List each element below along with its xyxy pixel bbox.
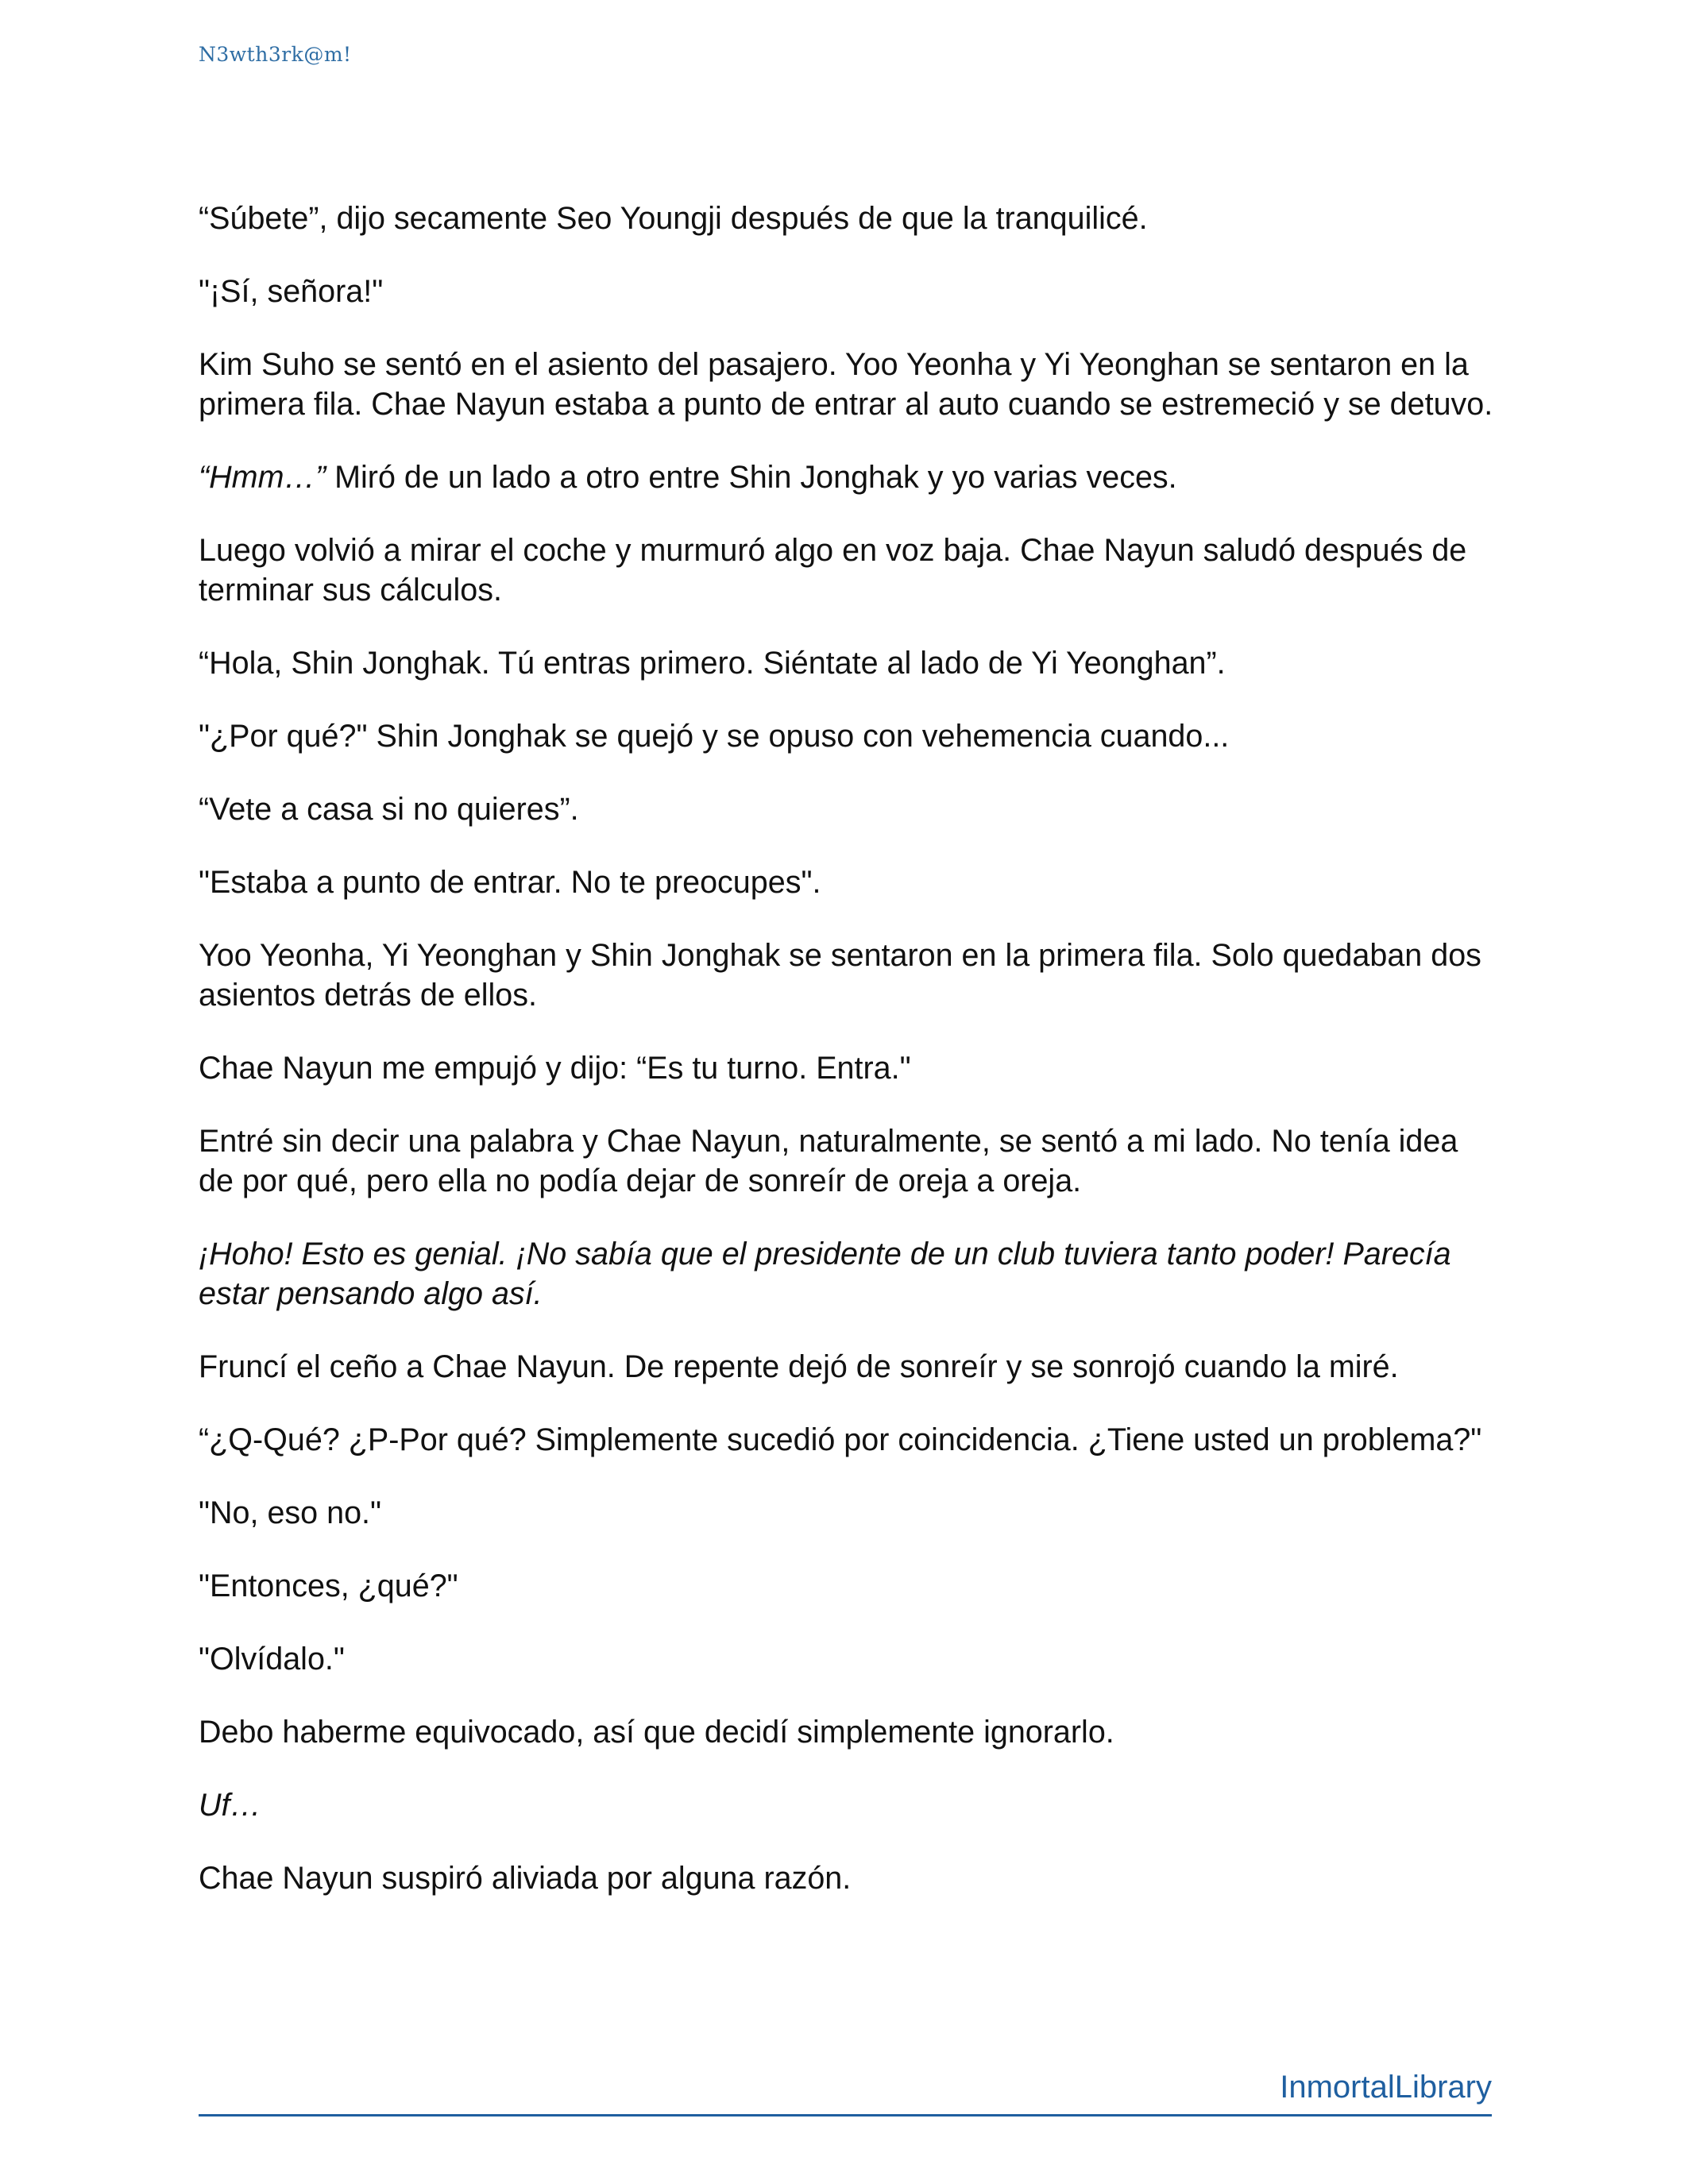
paragraph [199, 1493, 1493, 1533]
paragraph [199, 862, 1493, 902]
text-run: "Olvídalo." [199, 1642, 345, 1677]
text-run: Luego volvió a mirar el coche y murmuró algo en voz baja. Chae Nayun saludó después de terminar sus cálculos. [199, 533, 1467, 608]
text-run: "Entonces, ¿qué?" [199, 1569, 458, 1603]
text-run: "¿Por qué?" Shin Jonghak se quejó y se opuso con vehemencia cuando... [199, 719, 1230, 754]
text-run: "Estaba a punto de entrar. No te preocupes". [199, 865, 821, 900]
paragraph [199, 1048, 1493, 1088]
text-run: Miró de un lado a otro entre Shin Jonghak y yo varias veces. [326, 460, 1177, 495]
paragraph [199, 789, 1493, 829]
paragraph [199, 345, 1493, 424]
paragraph [199, 1121, 1493, 1201]
page-footer [199, 2065, 1492, 2116]
paragraph [199, 1639, 1493, 1679]
paragraph [199, 716, 1493, 756]
paragraph [199, 1347, 1493, 1387]
italic-text: “Hmm…” [199, 460, 326, 495]
paragraph [199, 1420, 1493, 1460]
paragraph [199, 1858, 1493, 1898]
text-run: Chae Nayun suspiró aliviada por alguna razón. [199, 1861, 852, 1896]
text-run: Entré sin decir una palabra y Chae Nayun, naturalmente, se sentó a mi lado. No tenía idea de por qué, pero ella no podía dejar de sonreír de oreja a oreja. [199, 1124, 1458, 1198]
paragraph [199, 1566, 1493, 1606]
paragraph [199, 457, 1493, 497]
text-run: “Vete a casa si no quieres”. [199, 792, 579, 827]
italic-text: ¡Hoho! Esto es genial. ¡No sabía que el presidente de un club tuviera tanto poder! Parecía estar pensando algo así. [199, 1237, 1451, 1311]
text-run: “¿Q-Qué? ¿P-Por qué? Simplemente sucedió por coincidencia. ¿Tiene usted un problema?" [199, 1422, 1482, 1457]
text-run: “Súbete”, dijo secamente Seo Youngji después de que la tranquilicé. [199, 201, 1148, 236]
paragraph [199, 1785, 1493, 1825]
text-run: Debo haberme equivocado, así que decidí simplemente ignorarlo. [199, 1715, 1114, 1750]
page-header-watermark: N3wth3rk@m! [199, 43, 352, 66]
text-run: Kim Suho se sentó en el asiento del pasajero. Yoo Yeonha y Yi Yeonghan se sentaron en la primera fila. Chae Nayun estaba a punto de entrar al auto cuando se estremeció y se detuvo. [199, 347, 1493, 422]
text-run: “Hola, Shin Jonghak. Tú entras primero. Siéntate al lado de Yi Yeonghan”. [199, 646, 1226, 681]
paragraph [199, 199, 1493, 238]
paragraph [199, 1712, 1493, 1752]
inmortal-library-link[interactable]: InmortalLibrary [1280, 2070, 1492, 2105]
paragraph [199, 531, 1493, 610]
text-run: Yoo Yeonha, Yi Yeonghan y Shin Jonghak se sentaron en la primera fila. Solo quedaban dos asientos detrás de ellos. [199, 938, 1481, 1013]
text-run: "No, eso no." [199, 1495, 382, 1530]
italic-text: Uf… [199, 1788, 261, 1823]
chapter-text [199, 199, 1493, 1931]
paragraph [199, 643, 1493, 683]
paragraph [199, 1234, 1493, 1314]
paragraph [199, 936, 1493, 1015]
text-run: Chae Nayun me empujó y dijo: “Es tu turno. Entra." [199, 1051, 911, 1086]
text-run: Fruncí el ceño a Chae Nayun. De repente dejó de sonreír y se sonrojó cuando la miré. [199, 1349, 1399, 1384]
paragraph [199, 272, 1493, 311]
text-run: "¡Sí, señora!" [199, 274, 384, 309]
